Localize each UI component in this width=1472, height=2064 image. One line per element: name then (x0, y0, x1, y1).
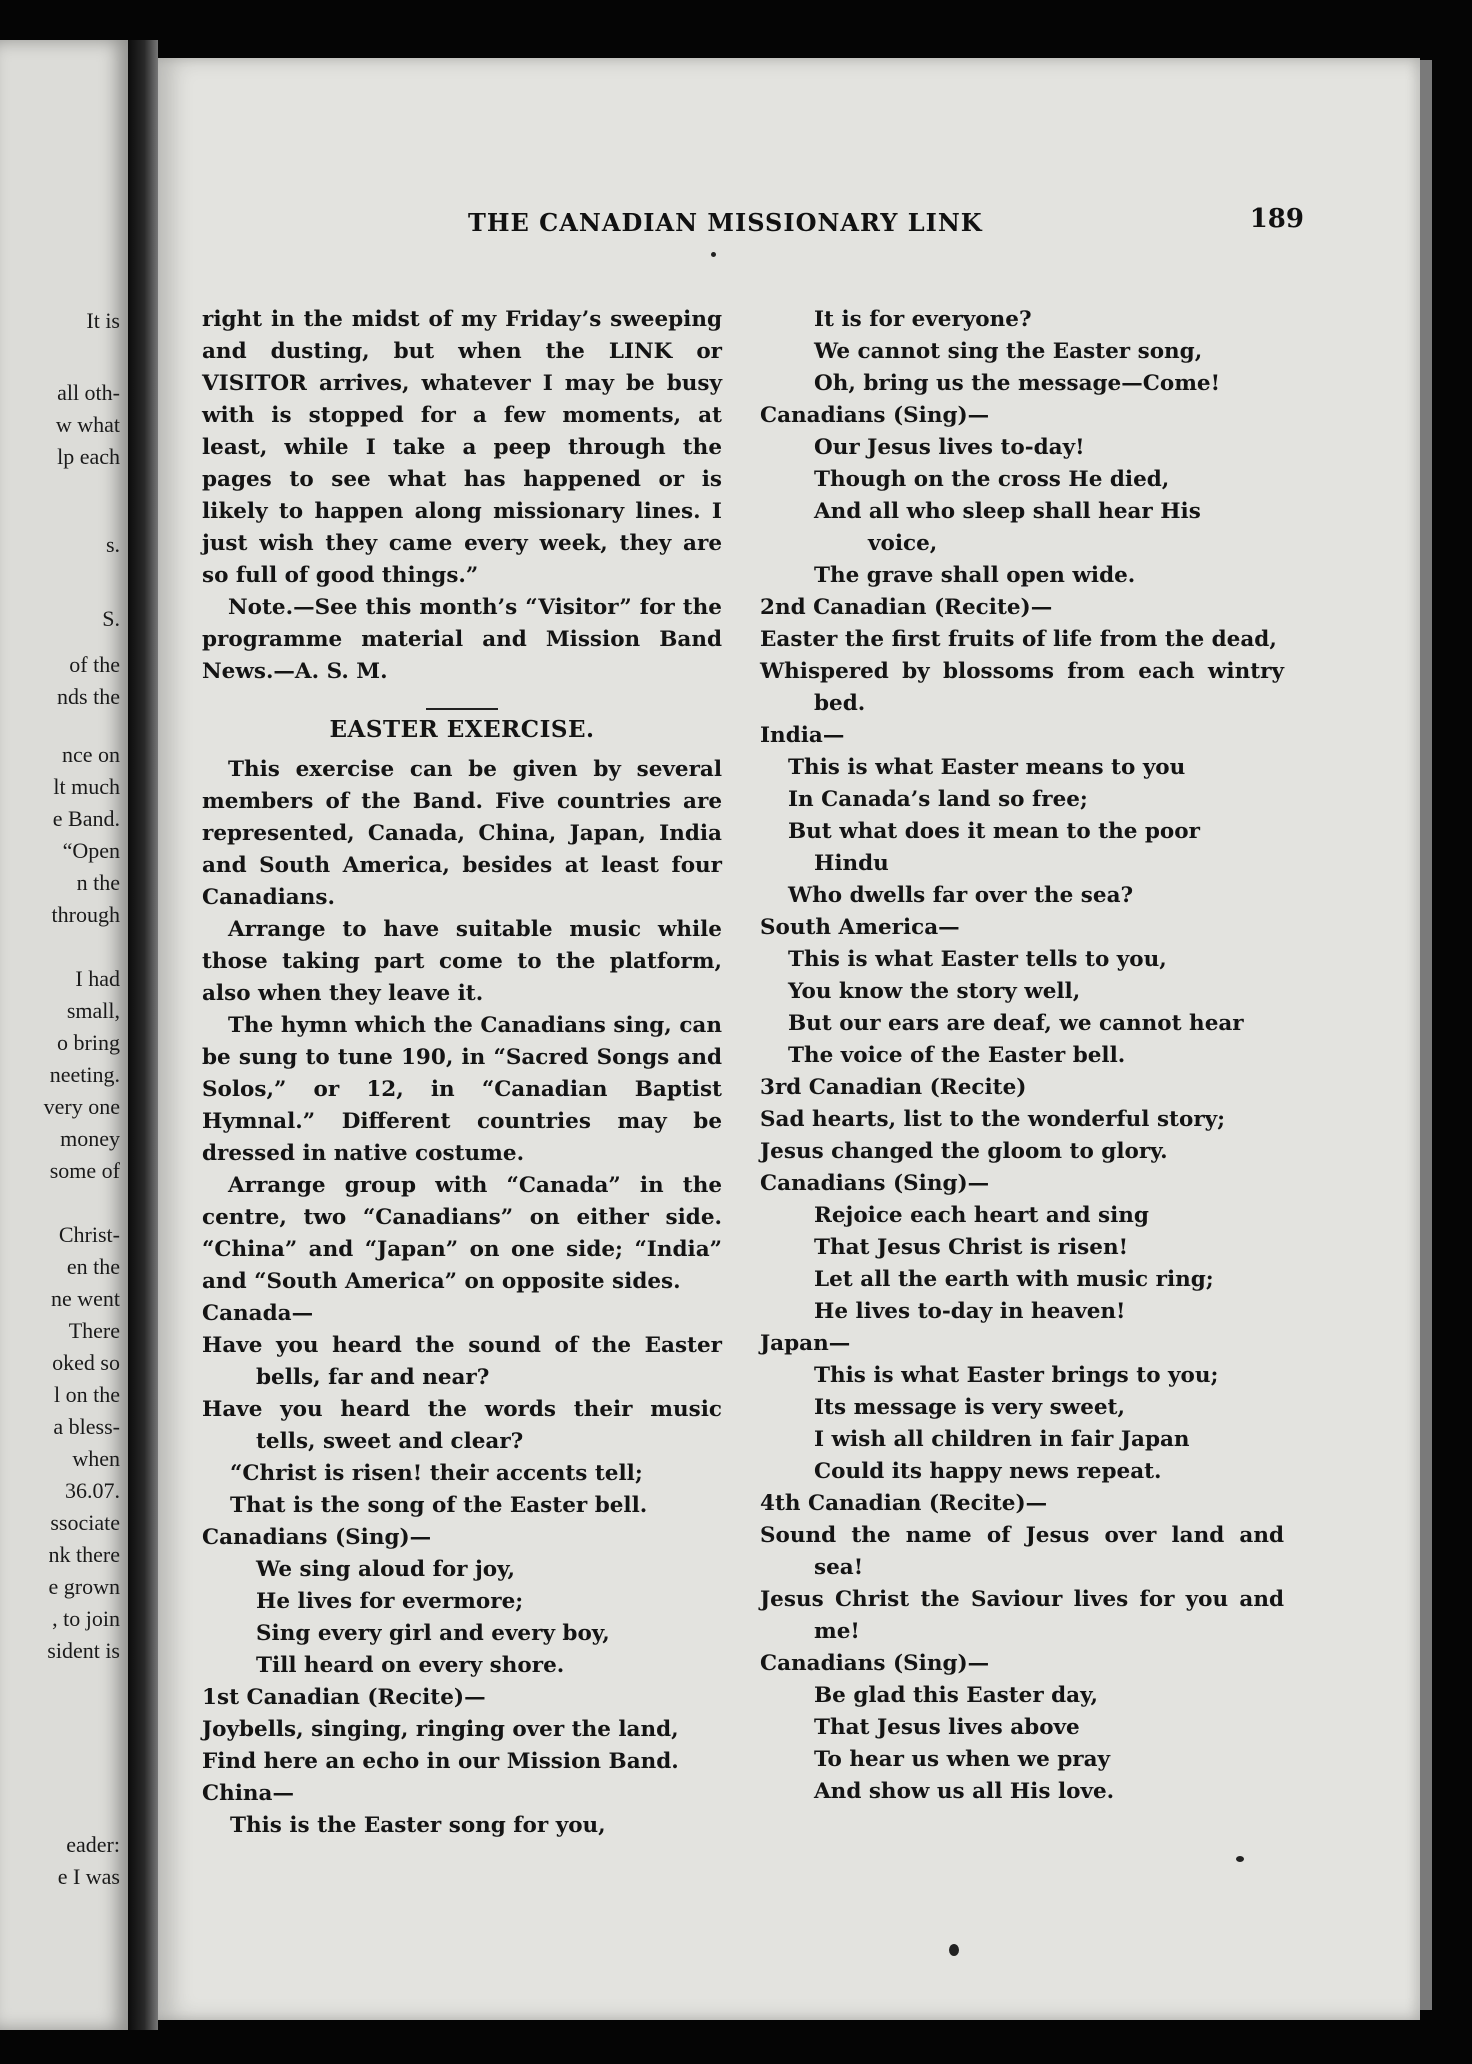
prev-page-fragment: all oth- (57, 380, 120, 405)
verse-line: Whispered by blossoms from each wintry bed. (760, 659, 1284, 716)
prev-page-fragment: very one (43, 1094, 120, 1119)
verse-line: He lives to-day in heaven! (814, 1299, 1126, 1324)
prev-page-fragment: There (68, 1318, 120, 1343)
prev-page-fragment: neeting. (49, 1062, 120, 1087)
verse-line: He lives for evermore; (256, 1589, 524, 1614)
prev-page-fragment: Christ- (58, 1222, 120, 1247)
verse-line: The voice of the Easter bell. (788, 1043, 1126, 1068)
verse-line: That Jesus Christ is risen! (814, 1235, 1129, 1260)
page-right-edge (1420, 60, 1432, 2010)
verse-line: Oh, bring us the message—Come! (814, 371, 1221, 396)
running-title: THE CANADIAN MISSIONARY LINK (468, 208, 983, 237)
prev-page-fragment: when (72, 1446, 120, 1471)
speaker-label: India— (760, 723, 845, 748)
speaker-label: Canadians (Sing)— (760, 403, 990, 428)
prev-page-fragment: “Open (62, 838, 120, 863)
verse-line: That is the song of the Easter bell. (230, 1493, 648, 1518)
speaker-label: Canadians (Sing)— (760, 1171, 990, 1196)
prev-page-fragment: nk there (48, 1542, 120, 1567)
verse-line: Its message is very sweet, (814, 1395, 1125, 1420)
prev-page-fragment: S. (102, 606, 120, 631)
prev-page-fragment: e Band. (52, 806, 120, 831)
verse-line: Till heard on every shore. (256, 1653, 565, 1678)
speaker-label: 3rd Canadian (Recite) (760, 1075, 1027, 1100)
prev-page-fragment: I had (75, 966, 120, 991)
verse-line: Though on the cross He died, (814, 467, 1170, 492)
verse-line: It is for everyone? (814, 307, 1032, 332)
note-paragraph: Note.—See this month’s “Visitor” for the programme material and Mission Band News.—A. S. M. (202, 595, 722, 684)
verse-line: This is what Easter brings to you; (814, 1363, 1219, 1388)
section-title: EASTER EXERCISE. (329, 716, 595, 743)
verse-line: And show us all His love. (814, 1779, 1115, 1804)
verse-line: Rejoice each heart and sing (814, 1203, 1149, 1228)
verse-line: Be glad this Easter day, (814, 1683, 1099, 1708)
verse-line: This is the Easter song for you, (230, 1813, 606, 1838)
speaker-label: 1st Canadian (Recite)— (202, 1685, 486, 1710)
verse-line: That Jesus lives above (814, 1715, 1080, 1740)
speaker-label: Canada— (202, 1301, 314, 1326)
verse-line: But our ears are deaf, we cannot hear (788, 1011, 1244, 1036)
verse-line: Let all the earth with music ring; (814, 1267, 1214, 1292)
ink-speck (949, 1944, 959, 1956)
prev-page-fragment: sident is (47, 1638, 120, 1663)
prev-page-fragment: l on the (54, 1382, 120, 1407)
verse-line: Jesus changed the gloom to glory. (760, 1139, 1168, 1164)
running-header (314, 204, 1304, 246)
verse-line: Have you heard the words their music tells, sweet and clear? (202, 1397, 722, 1454)
verse-line: Find here an echo in our Mission Band. (202, 1749, 679, 1774)
section-rule (426, 708, 498, 710)
verse-line: Could its happy news repeat. (814, 1459, 1162, 1484)
verse-line: Who dwells far over the sea? (788, 883, 1134, 908)
right-column (760, 304, 1284, 1808)
prev-page-fragment: e I was (57, 1864, 120, 1889)
verse-line: But what does it mean to the poor (788, 819, 1200, 844)
prev-page-fragment: lp each (57, 444, 120, 469)
verse-line: We cannot sing the Easter song, (814, 339, 1203, 364)
verse-line: Sing every girl and every boy, (256, 1621, 610, 1646)
previous-page-edge (0, 40, 128, 2030)
prev-page-fragment: n the (76, 870, 120, 895)
opening-paragraph: right in the midst of my Friday’s sweeping and dusting, but when the LINK or VISITOR arrives, whatever I may be busy with is stopped for a few moments, at least, while I take a peep through the pages to see what has happened or is likely to happen along missionary lines. I just wish they came every week, they are so full of good things.” (202, 307, 722, 588)
verse-line: Joybells, singing, ringing over the land, (202, 1717, 679, 1742)
verse-line: Sad hearts, list to the wonderful story; (760, 1107, 1226, 1132)
verse-line: “Christ is risen! their accents tell; (230, 1461, 643, 1486)
prev-page-fragment: ne went (50, 1286, 120, 1311)
ink-speck (711, 252, 716, 257)
verse-line: voice, (868, 531, 938, 556)
verse-line: Our Jesus lives to-day! (814, 435, 1085, 460)
verse-line: The grave shall open wide. (814, 563, 1136, 588)
prev-page-fragment: nce on (61, 742, 120, 767)
speaker-label: 2nd Canadian (Recite)— (760, 595, 1053, 620)
book-gutter (128, 40, 158, 2030)
verse-line: This is what Easter means to you (788, 755, 1186, 780)
prev-page-fragment: lt much (53, 774, 120, 799)
verse-line: You know the story well, (788, 979, 1081, 1004)
prev-page-fragment: nds the (57, 684, 120, 709)
prev-page-fragment: ssociate (50, 1510, 120, 1535)
paragraph: Arrange to have suitable music while those taking part come to the platform, also when they leave it. (202, 917, 722, 1006)
prev-page-fragment: It is (86, 308, 120, 333)
verse-line: And all who sleep shall hear His (814, 499, 1201, 524)
verse-line: To hear us when we pray (814, 1747, 1111, 1772)
speaker-label: 4th Canadian (Recite)— (760, 1491, 1048, 1516)
verse-line: Sound the name of Jesus over land and sea! (760, 1523, 1284, 1580)
paragraph: Arrange group with “Canada” in the centre, two “Canadians” on either side. “China” and “Japan” on one side; “India” and “South America” on opposite sides. (202, 1173, 722, 1294)
prev-page-fragment: s. (105, 532, 120, 557)
left-column (202, 304, 722, 1842)
ink-speck (1236, 1856, 1244, 1862)
speaker-label: Canadians (Sing)— (760, 1651, 990, 1676)
prev-page-fragment: o bring (57, 1030, 120, 1055)
verse-line: This is what Easter tells to you, (788, 947, 1167, 972)
prev-page-fragment: money (60, 1126, 120, 1151)
prev-page-fragment: w what (55, 412, 120, 437)
speaker-label: South America— (760, 915, 960, 940)
paragraph: The hymn which the Canadians sing, can be sung to tune 190, in “Sacred Songs and Solos,” or 12, in “Canadian Baptist Hymnal.” Different countries may be dressed in native costume. (202, 1013, 722, 1166)
verse-line: We sing aloud for joy, (256, 1557, 516, 1582)
page-number: 189 (1249, 204, 1304, 234)
paragraph: This exercise can be given by several members of the Band. Five countries are represented, Canada, China, Japan, India and South America, besides at least four Canadians. (202, 757, 722, 910)
speaker-label: Japan— (760, 1331, 851, 1356)
verse-line: Jesus Christ the Saviour lives for you and me! (760, 1587, 1284, 1644)
verse-line: Easter the first fruits of life from the dead, (760, 627, 1277, 652)
verse-line: Hindu (814, 851, 889, 876)
prev-page-fragment: through (51, 902, 120, 927)
prev-page-fragment: some of (49, 1158, 120, 1183)
prev-page-fragment: small, (66, 998, 120, 1023)
prev-page-fragment: oked so (52, 1350, 120, 1375)
prev-page-fragment: en the (66, 1254, 120, 1279)
prev-page-fragment: , to join (52, 1606, 120, 1631)
prev-page-fragment: of the (69, 652, 120, 677)
prev-page-fragment: e grown (48, 1574, 120, 1599)
prev-page-fragment: eader: (66, 1832, 120, 1857)
verse-line: I wish all children in fair Japan (814, 1427, 1190, 1452)
prev-page-fragment: a bless- (53, 1414, 120, 1439)
verse-line: Have you heard the sound of the Easter bells, far and near? (202, 1333, 722, 1390)
verse-line: In Canada’s land so free; (788, 787, 1088, 812)
speaker-label: China— (202, 1781, 294, 1806)
prev-page-fragment: 36.07. (65, 1478, 120, 1503)
speaker-label: Canadians (Sing)— (202, 1525, 432, 1550)
